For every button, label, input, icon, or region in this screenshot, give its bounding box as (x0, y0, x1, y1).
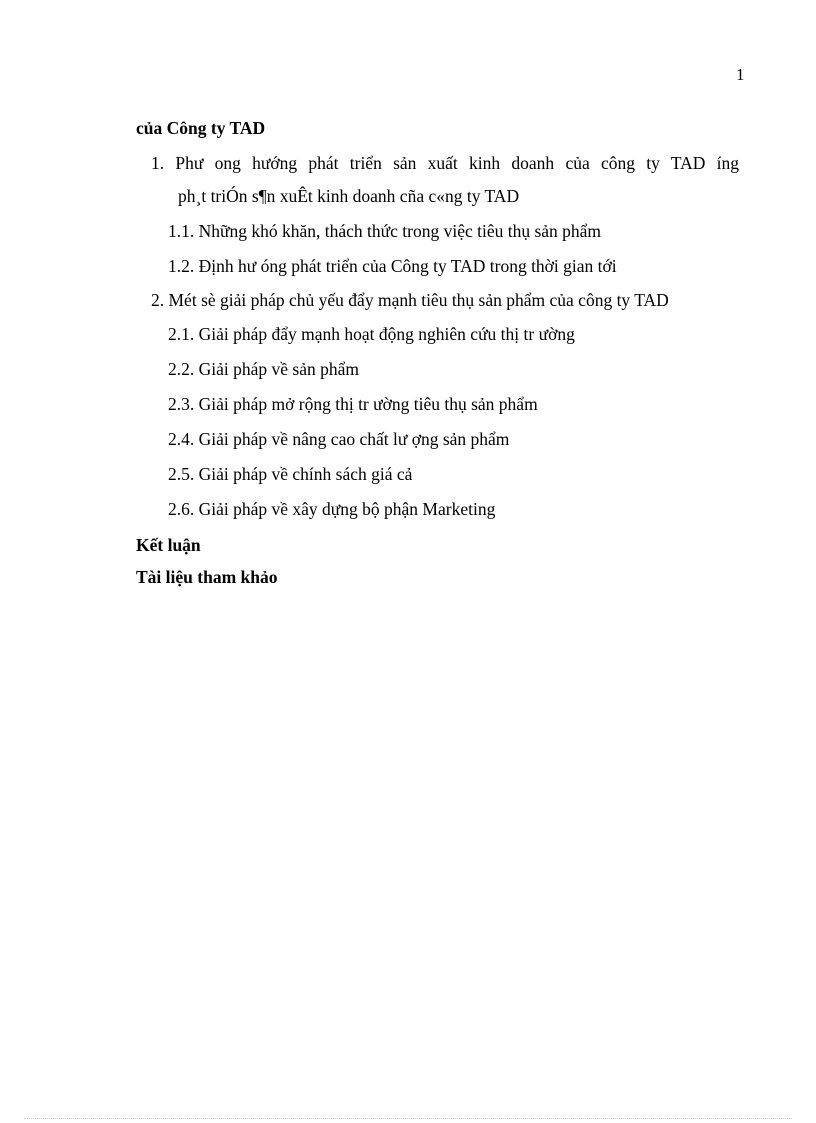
page-number: 1 (736, 65, 745, 84)
toc-item-1-2: 1.2. Định hư óng phát triển của Công ty TAD trong thời gian tới (168, 256, 617, 276)
toc-item-2-6: 2.6. Giải pháp về xây dựng bộ phận Marketing (168, 499, 496, 519)
toc-item-2-5: 2.5. Giải pháp về chính sách giá cả (168, 464, 413, 484)
page-bottom-divider (24, 1118, 792, 1119)
toc-item-1-1: 1.1. Những khó khăn, thách thức trong việc tiêu thụ sản phẩm (168, 221, 602, 241)
toc-section-2: 2. Mét sè giải pháp chủ yếu đẩy mạnh tiêu thụ sản phẩm của công ty TAD (151, 290, 669, 310)
toc-header-continuation: của Công ty TAD (136, 118, 266, 138)
toc-conclusion: Kết luận (136, 535, 201, 555)
toc-section-1-line-2: ph¸t triÓn s¶n xuÊt kinh doanh cña c«ng ty TAD (178, 186, 520, 206)
toc-item-2-1: 2.1. Giải pháp đẩy mạnh hoạt động nghiên cứu thị tr ường (168, 324, 575, 344)
toc-references: Tài liệu tham khảo (136, 567, 278, 587)
toc-item-2-2: 2.2. Giải pháp về sản phẩm (168, 359, 359, 379)
toc-item-2-3: 2.3. Giải pháp mở rộng thị tr ường tiêu thụ sản phẩm (168, 394, 538, 414)
toc-item-2-4: 2.4. Giải pháp về nâng cao chất lư ợng sản phẩm (168, 429, 510, 449)
toc-section-1-line-1: 1. Phư ong hướng phát triển sản xuất kinh doanh của công ty TAD íng (151, 153, 739, 173)
